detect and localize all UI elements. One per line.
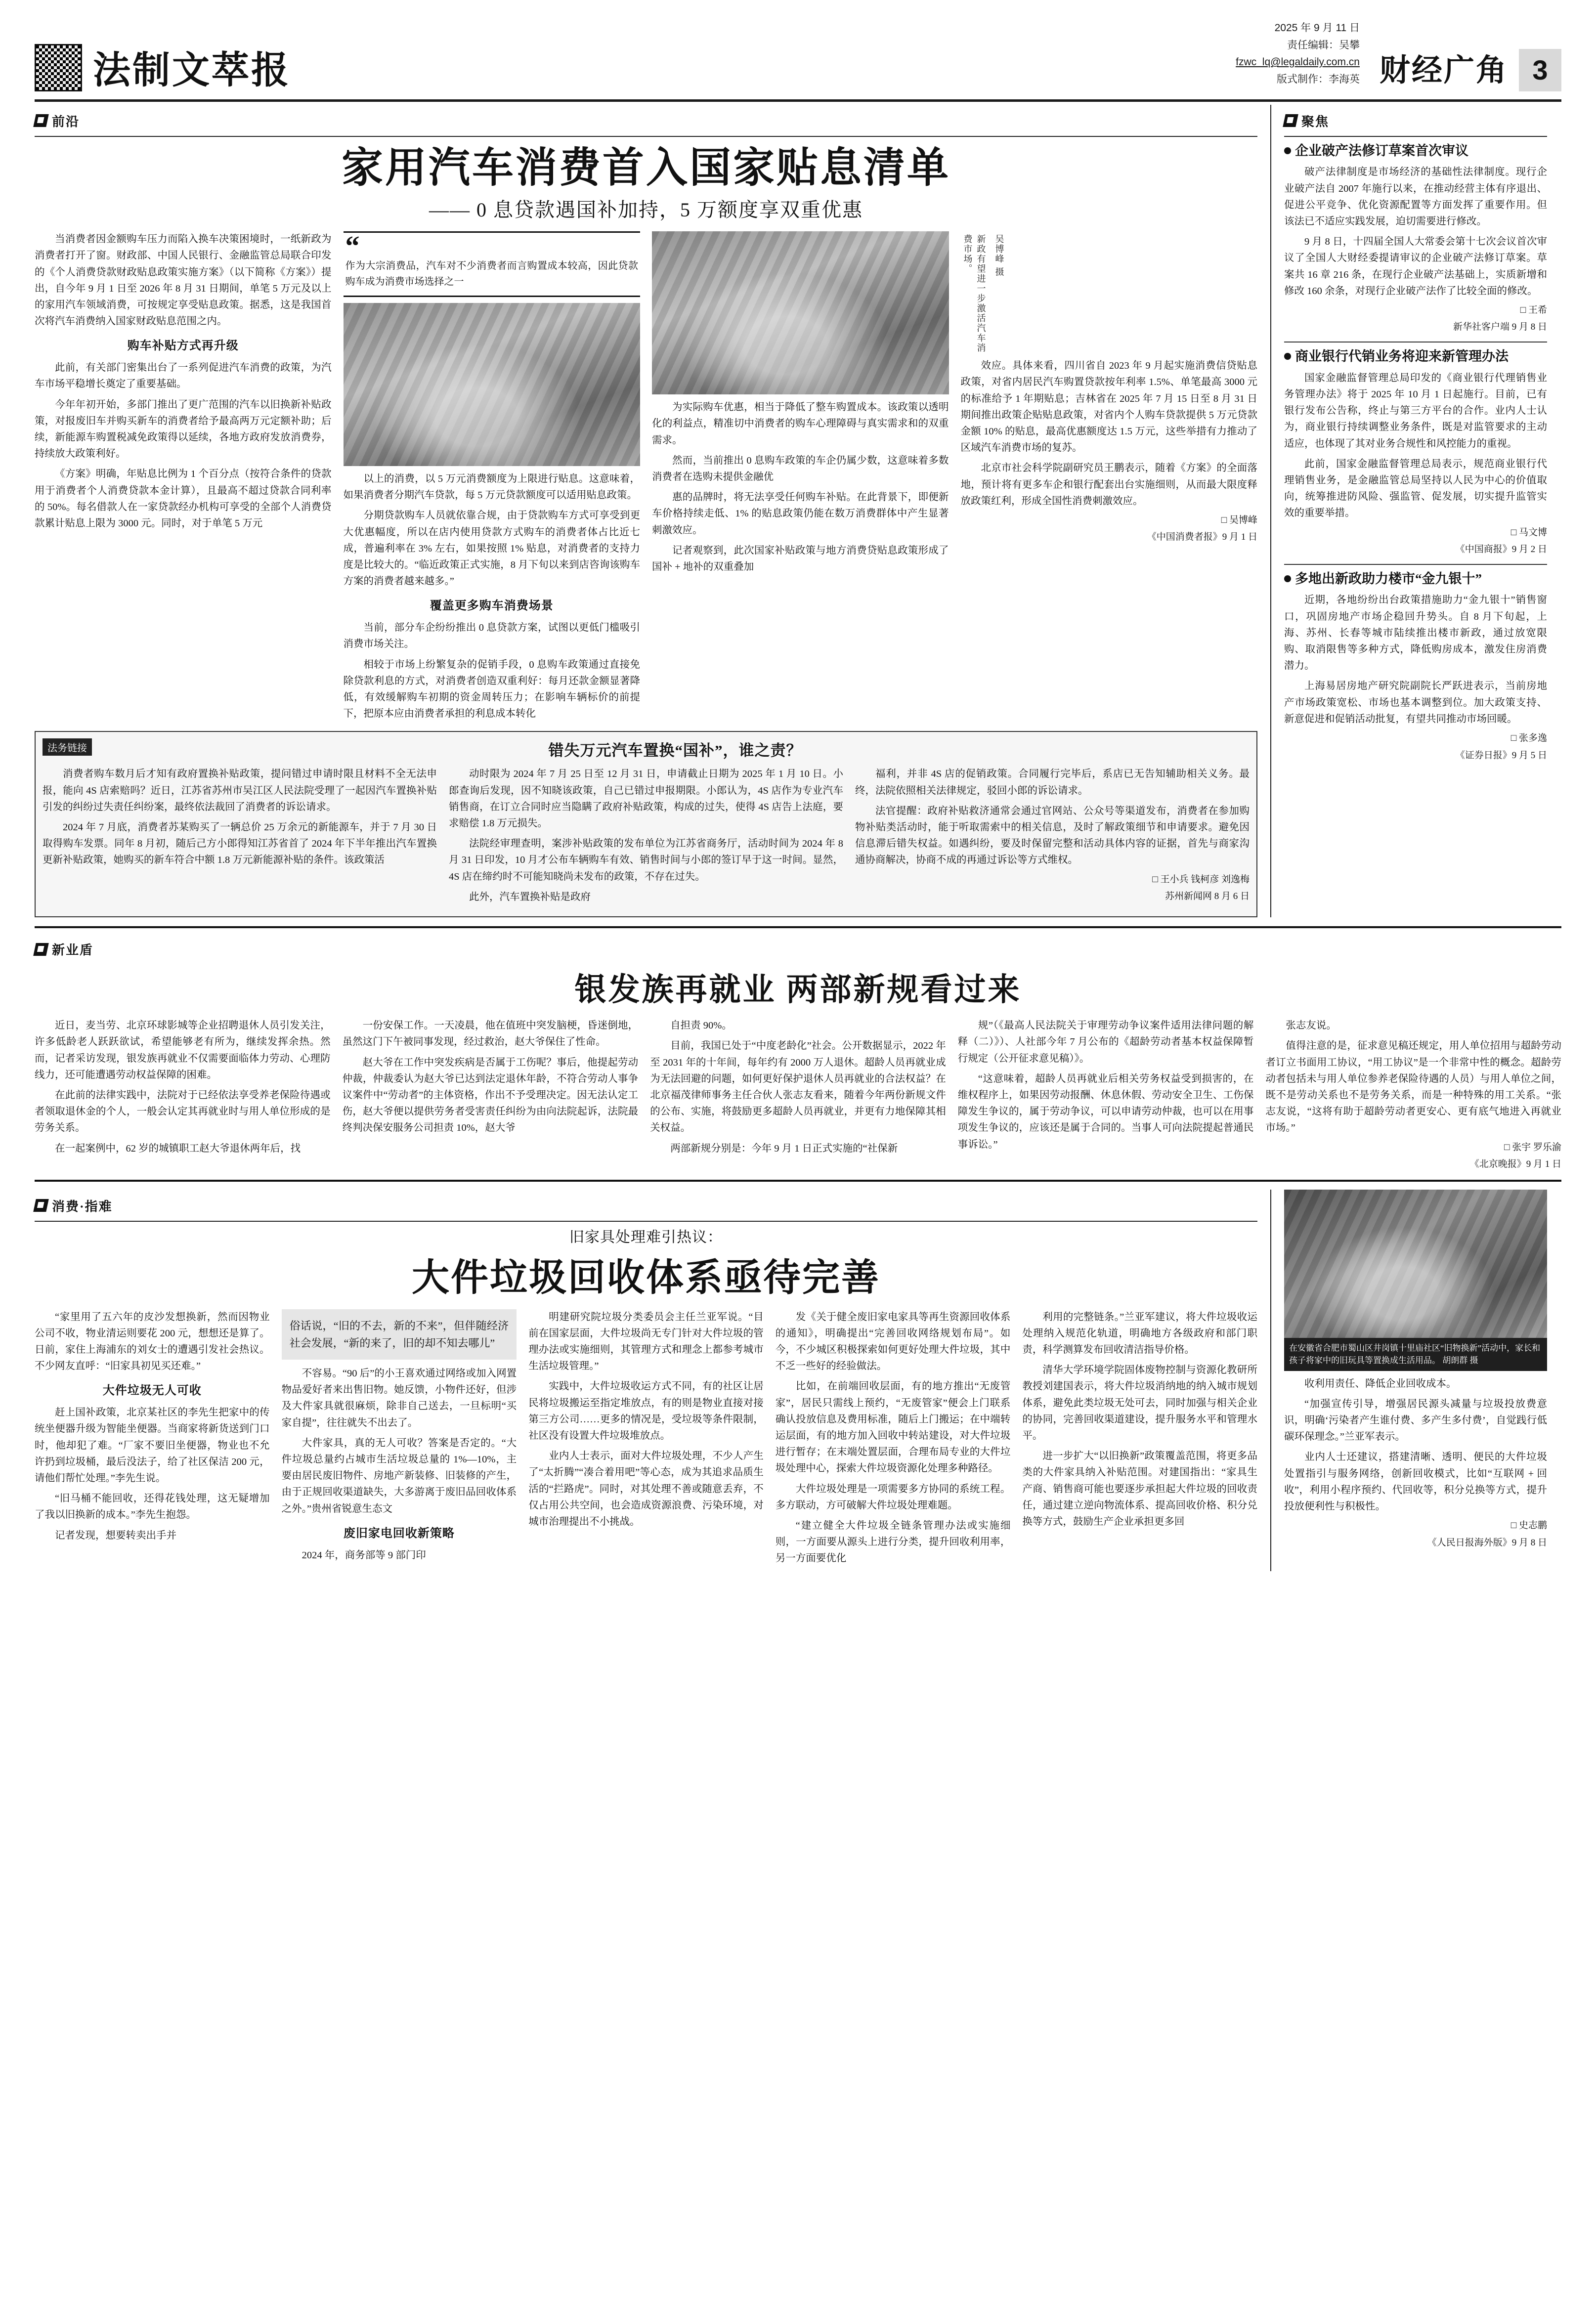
paragraph: 效应。具体来看，四川省自 2023 年 9 月起实施消费信贷贴息政策，对省内居民汽车购置贷款按年利率 1.5%、单笔最高 3000 元的标准给予 1 年期贴息；吉林省在 2025 年 7 月 15 日至 8 月 31 日期间推出政策企贴贴息政策，对省内个人购车贷款提供 5 万元贷款金额 10% 的贴息，最高优惠额度达 1.5 万元，这些举措有力推动了区域汽车消费市场的复苏。	[960, 360, 1257, 454]
pull-quote	[344, 231, 641, 297]
responsible-editor: 责任编辑：吴攀	[1287, 39, 1360, 51]
paragraph: 消费者购车数月后才知有政府置换补贴政策，提问错过申请时限且材料不全无法申报，能向 4S 店索赔吗？近日，江苏省苏州市吴江区人民法院受理了一起因汽车置换补贴引发的纠纷过失责任纠纷案，最终依法裁回了消费者的诉讼请求。	[43, 769, 437, 813]
paper-name: 法制文萃报	[93, 49, 291, 91]
paragraph: 此前，国家金融监督管理总局表示，规范商业银行代理销售业务，是金融监管总局坚持以人民为中心的价值取向，统筹推进防风险、强监管、促发展，切实提升监管实效的重要举措。	[1284, 458, 1547, 519]
paragraph: 今年年初开始，多部门推出了更广范围的汽车以旧换新补贴政策，对报废旧车并购买新车的消费者给予最高两万元定额补助；后续，新能源车购置税减免政策得以延续，各地方政府发放消费券，持续放大政策利好。	[35, 399, 332, 460]
section-label-text: 前沿	[52, 114, 80, 129]
employment-section	[35, 926, 1561, 1181]
focus-item-title: 商业银行代销业务将迎来新管理办法	[1284, 347, 1547, 366]
byline: □ 张多逸	[1510, 733, 1547, 744]
lead-article-columns	[35, 231, 1257, 726]
paragraph: 在此前的法律实践中，法院对于已经依法享受养老保险待遇或者领取退休金的个人，一般会认定其再就业时与用人单位形成的是劳务关系。	[35, 1089, 331, 1134]
paragraph: 福利，并非 4S 店的促销政策。合同履行完毕后，系店已无告知辅助相关义务。最终，法院依照相关法律规定，驳回小郎的诉讼请求。	[855, 769, 1250, 796]
byline-source: 《北京晚报》9 月 1 日	[1469, 1159, 1561, 1170]
paragraph: 利用的完整链条。”兰亚军建议，将大件垃圾收运处理纳入规范化轨道，明确地方各级政府和部门职责，科学测算发布回收清洁指导价格。	[1022, 1311, 1257, 1355]
lead-headline: 家用汽车消费首入国家贴息清单	[341, 145, 950, 191]
byline: □ 张宇 罗乐渝	[1504, 1142, 1561, 1153]
employment-headline: 银发族再就业 两部新规看过来	[574, 972, 1022, 1008]
paragraph: 清华大学环境学院固体废物控制与资源化教研所教授刘建国表示，将大件垃圾消纳地的纳入城市规划体系，避免此类垃圾无处可去，同时加强与相关企业的协同，完善回收渠道建设，提升服务水平和管理水平。	[1022, 1365, 1257, 1441]
section-mark-icon	[33, 1199, 49, 1212]
paragraph: “建立健全大件垃圾全链条管理办法或实施细则，一方面要从源头上进行分类，提升回收利用率，另一方面要优化	[775, 1520, 1011, 1564]
paragraph: 破产法律制度是市场经济的基础性法律制度。现行企业破产法自 2007 年施行以来，在推动经营主体有序退出、促进公平竞争、优化资源配置等方面发挥了重要作用。但该法已不适应实践发展，迫切需要进行修改。	[1284, 167, 1547, 227]
byline-source: 苏州新闻网 8 月 6 日	[1165, 891, 1250, 902]
byline: □ 王小兵 钱柯彦 刘逸梅	[1152, 874, 1250, 885]
section-title: 财经广角	[1379, 53, 1508, 87]
paragraph: 国家金融监督管理总局印发的《商业银行代理销售业务管理办法》将于 2025 年 10 月 1 日起施行。目前，已有银行发布公告称，终止与第三方平台的合作。业内人士认为，商业银行持续调整业务条件，既是对监管要求的主动适应，也体现了其对业务合规性和风控能力的重视。	[1284, 372, 1547, 449]
employment-column-2	[343, 1018, 639, 1171]
consumption-kicker: 旧家具处理难引热议：	[569, 1229, 723, 1245]
section-mark-icon	[1283, 114, 1298, 127]
law-link-column-2	[449, 766, 843, 909]
focus-item[interactable]	[1284, 570, 1547, 763]
paragraph: 业内人士还建议，搭建清晰、透明、便民的大件垃圾处置指引与服务网络，创新回收模式，比如“互联网 + 回收”，利用小程序预约、代回收等，积分兑换等方式，提升投放便利性与积极性。	[1284, 1452, 1547, 1512]
section-label-newindustry	[35, 940, 93, 958]
paragraph: 为实际购车优惠，相当于降低了整车购置成本。该政策以透明化的利益点，精准切中消费者的购车心理障碍与真实需求和的双重需求。	[652, 402, 949, 446]
page-number: 3	[1519, 49, 1561, 91]
section-mark-icon	[33, 114, 49, 127]
bullet-icon	[1284, 147, 1291, 154]
consumption-photo	[1284, 1190, 1547, 1338]
bullet-icon	[1284, 353, 1291, 360]
consumption-column-5	[1022, 1309, 1257, 1571]
paragraph: 动时限为 2024 年 7 月 25 日至 12 月 31 日，申请截止日期为 2025 年 1 月 10 日。小郎查询后发现，因不知晓该政策，自己已错过申报期限。小郎认为，4S 店作为专业汽车销售商，在订立合同时应当隐瞒了政府补贴政策，构成的过失，使得 4S 店告上法庭，要求赔偿 1.8 万元损失。	[449, 769, 843, 829]
paragraph: 记者发现，想要转卖出手并	[55, 1530, 176, 1541]
paragraph: 此前，有关部门密集出台了一系列促进汽车消费的政策，为汽车市场平稳增长奠定了重要基础。	[35, 362, 332, 390]
law-link-column-3	[855, 766, 1250, 909]
focus-item[interactable]	[1284, 142, 1547, 335]
qr-code-icon[interactable]	[35, 44, 82, 91]
lead-subhead-1: 购车补贴方式再升级	[127, 340, 239, 353]
masthead	[35, 20, 1561, 102]
paragraph: 发《关于健全废旧家电家具等再生资源回收体系的通知》，明确提出“完善回收网络规划布局”。如今，不少城区积极探索如何更好处理大件垃圾，其中不乏一些好的经验做法。	[775, 1311, 1011, 1372]
paragraph: 北京市社会科学院副研究员王鹏表示，随着《方案》的全面落地，预计将有更多车企和银行配套出台实施细则，从而最大限度释放政策红利，形成全国性消费刺激效应。	[960, 463, 1257, 507]
paragraph: 记者观察到，此次国家补贴政策与地方消费贷贴息政策形成了国补 + 地补的双重叠加	[652, 545, 949, 572]
paragraph: 比如，在前端回收层面，有的地方推出“无废管家”，居民只需线上预约，“无废管家”便会上门联系确认投放信息及费用标准，随后上门搬运；在中端转运层面，有的地方加入回收中转站建设，对大件垃圾进行暂存；在末端处置层面，合理布局专业的大件垃圾处理中心，探索大件垃圾资源化处理多种路径。	[775, 1381, 1011, 1474]
byline: □ 王希	[1520, 304, 1547, 315]
divider	[1284, 564, 1547, 565]
paragraph: 明建研究院垃圾分类委员会主任兰亚军说。“目前在国家层面，大件垃圾尚无专门针对大件垃圾的管理办法或实施细则，其管理方式和理念上都参考城市生活垃圾管理。”	[528, 1311, 764, 1372]
divider	[1284, 136, 1547, 137]
paragraph: 两部新规分别是：今年 9 月 1 日正式实施的“社保新	[670, 1143, 898, 1154]
byline: □ 吴博峰	[1221, 514, 1257, 525]
paragraph: 进一步扩大“以旧换新”政策覆盖范围，将更多品类的大件家具纳入补贴范围。对建国指出：“家具生产商、销售商可能也要逐步承担起大件垃圾的回收责任，通过建立逆向物流体系、提高回收价格、积分兑换等方式，鼓励生产企业承担更多回	[1022, 1451, 1257, 1527]
paragraph: 目前，我国已处于“中度老龄化”社会。公开数据显示，2022 年至 2031 年的十年间，每年约有 2000 万人退休。超龄人员再就业成为无法回避的问题，如何更好保护退休人员再就业的合法权益？在北京福茂律师事务主任合伙人张志友看来，随着今年两份新规文件的公布、实施，将鼓励更多超龄人员再就业，并更有力地保障其相关权益。	[650, 1040, 946, 1134]
consumption-section	[35, 1190, 1561, 1571]
divider	[35, 1221, 1257, 1222]
employment-column-4	[958, 1018, 1254, 1171]
byline-source: 《证券日报》9 月 5 日	[1455, 750, 1547, 761]
paragraph: “加强宣传引导，增强居民源头减量与垃圾投放费意识，明确‘污染者产生谁付费、多产生多付费’，自觉践行低碳环保理念。”兰亚军表示。	[1284, 1398, 1547, 1443]
photo-credit: 吴博峰 摄	[994, 234, 1004, 277]
lead-column-4	[961, 231, 1258, 726]
byline-source: 《中国消费者报》9 月 1 日	[1147, 532, 1257, 543]
quote-mark-icon: “	[345, 230, 360, 262]
masthead-meta	[1236, 20, 1380, 91]
lead-subheadline: —— 0 息贷款遇国补加持，5 万额度享双重优惠	[429, 199, 863, 221]
paragraph: 业内人士表示，面对大件垃圾处理，不少人产生了“太折腾”“凑合着用吧”等心态，成为其追求品质生活的“拦路虎”。同时，对其处理不善或随意丢弃，不仅占用公共空间，也会造成资源浪费、污染环境，对城市治理提出不小挑战。	[528, 1451, 764, 1527]
consumption-subhead-1: 大件垃圾无人可收	[102, 1384, 202, 1398]
paragraph: 《方案》明确，年贴息比例为 1 个百分点（按符合条件的贷款用于消费者个人消费贷款本金计算），且最高不超过贷款合同利率的 50%。每名借款人在一家贷款经办机构可享受的全部个人消费贷款累计贴息上限为 3000 元。同时，对于单笔 5 万元	[35, 469, 332, 529]
section-mark-icon	[33, 943, 49, 956]
paragraph: 规”（《最高人民法院关于审理劳动争议案件适用法律问题的解释（二）》）、人社部今年 7 月公布的《超龄劳动者基本权益保障暂行规定（公开征求意见稿）》。	[957, 1020, 1254, 1064]
paragraph: 惠的品牌时，将无法享受任何购车补贴。在此背景下，即便新车价格持续走低、1% 的贴息政策仍能在数万消费群体中产生显著刺激效应。	[652, 492, 949, 536]
lead-subhead-2: 覆盖更多购车消费场景	[430, 600, 554, 613]
paragraph: 值得注意的是，征求意见稿还规定，用人单位招用与超龄劳动者订立书面用工协议，“用工协议”是一个非常中性的概念。超龄劳动者包括未与用人单位参养老保险待遇的人员）与用人单位之间，既不是劳动关系也不是劳务关系，而是一种特殊的用工关系。“张志友说，“这将有助于超龄劳动者更安心、更有底气地进入再就业市场。”	[1265, 1040, 1561, 1134]
law-link-box	[35, 731, 1257, 917]
section-label-text: 消费·指难	[52, 1199, 113, 1214]
paragraph: 相较于市场上纷繁复杂的促销手段，0 息购车政策通过直接免除贷款利息的方式，对消费者创造双重利好：每月还款金额显著降低，有效缓解购车初期的资金周转压力；在影响车辆标价的前提下，把原本应由消费者承担的利息成本转化	[343, 659, 640, 720]
paragraph: 9 月 8 日，十四届全国人大常委会第十七次会议首次审议了全国人大财经委提请审议的企业破产法修订草案。草案共 16 章 216 条，在现行企业破产法基础上，实质新增和修改 160 余条，对现行企业破产法作了比较全面的修改。	[1284, 236, 1547, 297]
paragraph: 自担责 90%。	[670, 1020, 732, 1031]
byline: □ 马文博	[1510, 527, 1547, 538]
paragraph: 在一起案例中，62 岁的城镇职工赵大爷退休两年后，找	[55, 1143, 301, 1154]
employment-columns	[35, 1018, 1561, 1171]
consumption-column-3	[528, 1309, 764, 1571]
law-link-columns	[43, 766, 1250, 909]
lead-photo-right	[652, 231, 949, 394]
divider	[1284, 342, 1547, 343]
publication-date: 2025 年 9 月 11 日	[1274, 22, 1360, 34]
paragraph: 2024 年，商务部等 9 部门印	[302, 1549, 426, 1561]
paragraph: 赶上国补政策，北京某社区的李先生把家中的传统坐便器升级为智能坐便器。当商家将新货送到门口时，他却犯了难。“厂家不要旧坐便器，物业也不允许扔到垃圾桶，最后没法子，给了社区保洁 200 元，请他们帮忙处理。”李先生说。	[35, 1407, 270, 1484]
paragraph: “旧马桶不能回收，还得花钱处理，这无疑增加了我以旧换新的成本。”李先生抱怨。	[35, 1493, 270, 1521]
focus-item-title: 企业破产法修订草案首次审议	[1284, 142, 1547, 161]
photo-caption: 新政有望进一步激活汽车消费市场。	[962, 234, 986, 353]
contact-email[interactable]: fzwc_lq@legaldaily.com.cn	[1236, 56, 1360, 68]
main-content	[35, 105, 1270, 918]
law-link-column-1	[43, 766, 437, 909]
byline: □ 史志鹏	[1510, 1520, 1547, 1531]
lead-column-3	[652, 231, 949, 726]
paragraph: 赵大爷在工作中突发疾病是否属于工伤呢？事后，他提起劳动仲裁，仲裁委认为赵大爷已达到法定退休年龄，不符合劳动人事争议案件中“劳动者”的主体资格，作出不予受理决定。因无法认定工伤，赵大爷便以提供劳务者受害责任纠纷为由向法院起诉，法院最终判决保安服务公司担责 10%，赵大爷	[342, 1057, 639, 1134]
byline-source: 《人民日报海外版》9 月 8 日	[1427, 1537, 1547, 1548]
section-label-focus	[1284, 112, 1329, 130]
paragraph: “这意味着，超龄人员再就业后相关劳务权益受到损害的，在维权程序上，如果因劳动报酬、休息休假、劳动安全卫生、工伤保障发生争议的，属于劳动争议，可以申请劳动仲裁，也可以在用事项发生争议的，应该还是属于合同的。当事人可向法院提起普通民事诉讼。”	[957, 1073, 1254, 1150]
paragraph: 法院经审理查明，案涉补贴政策的发布单位为江苏省商务厅，活动时间为 2024 年 8 月 31 日印发，10 月才公布车辆购车有效、销售时间与小郎的签订早于这一时间。显然，4S 店在缔约时不可能知晓尚未发布的政策，不存在过失。	[449, 838, 843, 882]
section-label-text: 新业盾	[52, 943, 94, 958]
paragraph: 大件家具，真的无人可收？答案是否定的。“大件垃圾总量约占城市生活垃圾总量的 1%—10%，主要由居民废旧物件、房地产新装修、旧装修的产生，由于正规回收渠道缺失，大多游离于废旧品回收体系之外。”贵州省锐意生态文	[281, 1437, 517, 1514]
byline-source: 《中国商报》9 月 2 日	[1455, 544, 1547, 555]
gray-pull-quote: 俗话说，“旧的不去，新的不来”，但伴随经济社会发展，“新的来了，旧的却不知去哪儿”	[282, 1309, 517, 1360]
photo-caption-text: 在安徽省合肥市蜀山区井岗镇十里庙社区“旧物换新”活动中，家长和孩子将家中的旧玩具等置换成生活用品。	[1289, 1343, 1541, 1366]
lead-column-1	[35, 231, 332, 726]
paragraph: 当消费者因金额购车压力而陷入换车决策困境时，一纸新政为消费者打开了窗。财政部、中国人民银行、金融监管总局联合印发的《个人消费贷款财政贴息政策实施方案》（以下简称《方案》）提出，自今年 9 月 1 日至 2026 年 8 月 31 日期间，单笔 5 万元及以上的家用汽车领域消费，可按规定享受贴息政策。据悉，这是我国首次将汽车消费纳入国家财政贴息范围之内。	[35, 234, 332, 327]
section-label-text: 聚焦	[1301, 114, 1330, 129]
paragraph: 当前，部分车企纷纷推出 0 息贷款方案，试图以更低门槛吸引消费市场关注。	[343, 622, 640, 650]
paragraph: 不容易。“90 后”的小王喜欢通过网络或加入网置物品爱好者来出售旧物。她反馈，小物件还好，但涉及大件家具就很麻烦，除非自己送去，一旦标明“买家自提”，往往就失不出去了。	[281, 1368, 517, 1428]
focus-item-title: 多地出新政助力楼市“金九银十”	[1284, 570, 1547, 589]
paragraph: 分期贷款购车人员就依靠合规，由于贷款购车方式可享受到更大优惠幅度，所以在店内使用贷款方式购车的消费者体占比近七成，普遍利率在 3% 左右，如果按照 1% 贴息，对消费者的支持力度是比较大的。“临近政策正式实施，8 月下旬以来到店咨询该购车方案的消费者越来越多。”	[343, 510, 640, 587]
paragraph: 张志友说。	[1286, 1020, 1337, 1031]
layout-credit: 版式制作：李海英	[1276, 73, 1360, 85]
paragraph: 近日，麦当劳、北京环球影城等企业招聘退休人员引发关注，许多低龄老人跃跃欲试，希望能够老有所为，继续发挥余热。然而，记者采访发现，银发族再就业不仅需要面临体力劳动、心理防线力，还可能遭遇劳动权益保障的困难。	[35, 1020, 331, 1080]
consumption-side	[1270, 1190, 1547, 1571]
paragraph: 上海易居房地产研究院副院长严跃进表示，当前房地产市场政策宽松、市场也基本调整到位。加大政策支持、新意促进和促销活动批复，有望共同推动市场回暖。	[1284, 681, 1547, 725]
paragraph: 实践中，大件垃圾收运方式不同，有的社区让居民将垃圾搬运至指定堆放点，有的则是物业直接对接第三方公司……更多的情况是，受垃圾等条件限制，社区没有设置大件垃圾堆放点。	[528, 1381, 764, 1441]
paragraph: 此外，汽车置换补贴是政府	[469, 891, 591, 902]
divider	[35, 136, 1257, 137]
lead-photo	[344, 303, 641, 466]
paragraph: “家里用了五六年的皮沙发想换新，然而因物业公司不收，物业清运则要花 200 元，想想还是算了。日前，家住上海浦东的刘女士的遭遇引发社会热议。不少网友直呼：“旧家具初见买还难。”	[35, 1311, 270, 1372]
section-label-consumption	[35, 1197, 113, 1215]
paragraph: 一份安保工作。一天凌晨，他在值班中突发脑梗，昏迷倒地，虽然这门下午被同事发现，经过救治，赵大爷保住了性命。	[342, 1020, 639, 1048]
paragraph: 大件垃圾处理是一项需要多方协同的系统工程。多方联动，方可破解大件垃圾处理难题。	[775, 1483, 1011, 1511]
bullet-icon	[1284, 575, 1291, 582]
law-link-title: 错失万元汽车置换“国补”，谁之责？	[548, 742, 802, 760]
law-link-tag: 法务链接	[43, 738, 92, 756]
paragraph: 法官提醒：政府补贴救济通常会通过官网站、公众号等渠道发布，消费者在参加购物补贴类活动时，能于听取需索中的相关信息，及时了解政策细节和申请要求。避免因信息滞后错失权益。如遇纠纷，要及时保留完整和活动具体内容的证据，首先与商家沟通协商解决，协商不成的再通过诉讼等方式维权。	[855, 805, 1250, 866]
section-label-frontier	[35, 112, 80, 130]
consumption-headline: 大件垃圾回收体系亟待完善	[412, 1257, 880, 1299]
consumption-subhead-2: 废旧家电回收新策略	[343, 1527, 455, 1540]
consumption-columns	[35, 1309, 1257, 1571]
byline-source: 新华社客户端 9 月 8 日	[1453, 322, 1547, 333]
employment-column-1	[35, 1018, 331, 1171]
consumption-column-2	[282, 1309, 517, 1571]
consumption-photo-caption	[1284, 1338, 1547, 1371]
consumption-column-1	[35, 1309, 270, 1571]
focus-rail	[1270, 105, 1547, 918]
paragraph: 以上的消费，以 5 万元消费额度为上限进行贴息。这意味着，如果消费者分期汽车贷款，每 5 万元贷款额度可以适用贴息政策。	[343, 473, 640, 501]
consumption-column-4	[776, 1309, 1011, 1571]
paragraph: 近期，各地纷纷出台政策措施助力“金九银十”销售窗口，巩固房地产市场企稳回升势头。自 8 月下旬起，上海、苏州、长春等城市陆续推出楼市新政，通过放宽限购、取消限售等多种方式，降低购房成本，激发住房消费潜力。	[1284, 595, 1547, 672]
employment-column-3	[650, 1018, 946, 1171]
pull-quote-text: 作为大宗消费品，汽车对不少消费者而言购置成本较高，因此贷款购车成为消费市场选择之一	[345, 260, 638, 287]
paragraph: 然而，当前推出 0 息购车政策的车企仍属少数，这意味着多数消费者在选购未提供金融优	[652, 455, 949, 482]
paragraph: 2024 年 7 月底，消费者苏某购买了一辆总价 25 万余元的新能源车，并于 7 月 30 日取得购车发票。同年 8 月初，随后己方小郎得知江苏省首了 2024 年下半年推出汽车置换更新补贴政策，她购买的新车符合中额 1.8 万元新能源补贴的条件。该政策活	[43, 822, 437, 866]
photo-credit: 胡朗群 摄	[1442, 1356, 1478, 1366]
paragraph: 收利用责任、降低企业回收成本。	[1304, 1378, 1457, 1389]
lead-column-2	[344, 231, 641, 726]
focus-item[interactable]	[1284, 347, 1547, 557]
employment-column-5	[1265, 1018, 1561, 1171]
